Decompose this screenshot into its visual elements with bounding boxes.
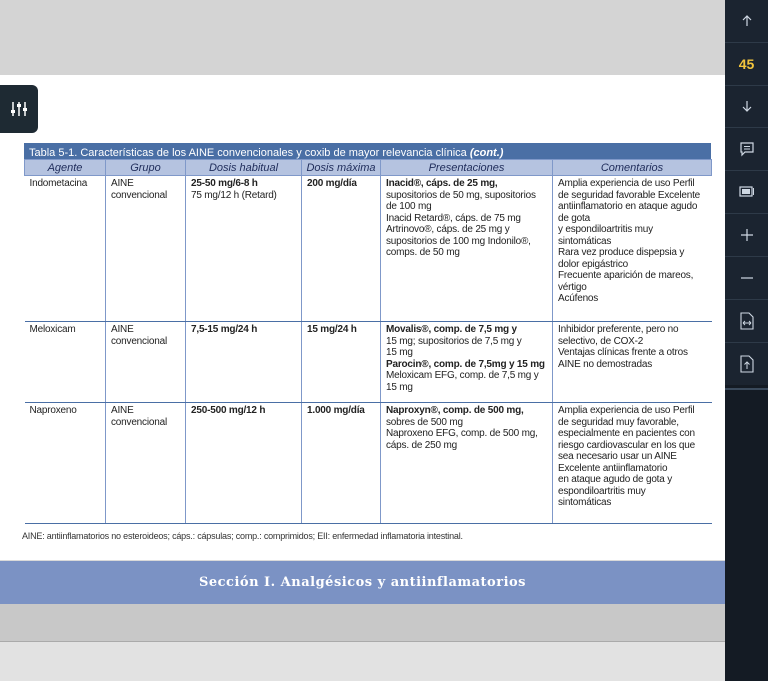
presentacion-line: 15 mg <box>386 381 413 393</box>
presentacion-line: Naproxyn®, comp. de 500 mg, <box>386 405 524 416</box>
comentario-line: Excelente antiinflamatorio <box>558 462 668 474</box>
dosis-line: 7,5-15 mg/24 h <box>191 324 258 335</box>
table-container <box>24 143 711 524</box>
presentacion-line: Movalis®, comp. de 7,5 mg y <box>386 324 517 335</box>
table-row <box>25 322 712 403</box>
right-toolbar <box>725 0 768 681</box>
comment-button[interactable] <box>725 128 768 171</box>
zoom-out-button[interactable] <box>725 257 768 300</box>
presentacion-line: de 100 mg <box>386 201 432 212</box>
cell-comentarios <box>553 403 712 524</box>
presentacion-line: supositorios de 50 mg, supositorios <box>386 189 536 201</box>
cell-grupo <box>106 403 186 524</box>
page-gap <box>0 604 725 642</box>
comentario-line: Acúfenos <box>558 293 599 304</box>
comentario-line: de gota <box>558 212 590 224</box>
grupo-line: AINE <box>111 405 134 416</box>
zoom-in-button[interactable] <box>725 214 768 257</box>
view-mode-button[interactable] <box>725 171 768 214</box>
cell-agente: Naproxeno <box>25 403 106 524</box>
comentario-line: Inhibidor preferente, pero no <box>558 324 679 335</box>
grupo-line: convencional <box>111 416 167 428</box>
comentario-line: sea necesario usar un AINE <box>558 451 677 462</box>
export-icon <box>740 355 754 373</box>
page-number-indicator[interactable]: 45 <box>725 43 768 86</box>
presentacion-line: comps. de 50 mg <box>386 247 460 258</box>
comentario-line: Rara vez produce dispepsia y <box>558 247 685 258</box>
cell-agente: Indometacina <box>25 176 106 322</box>
presentacion-line: Meloxicam EFG, comp. de 7,5 mg y <box>386 370 539 381</box>
header-comentarios: Comentarios <box>553 160 712 176</box>
comentario-line: Frecuente aparición de mareos, <box>558 270 694 281</box>
scroll-indicator[interactable] <box>725 388 768 390</box>
comentario-line: sintomáticas <box>558 235 612 247</box>
cell-comentarios <box>553 176 712 322</box>
cell-grupo <box>106 176 186 322</box>
next-page-area <box>0 642 725 681</box>
comentario-line: riesgo cardiovascular en los que <box>558 439 696 451</box>
arrow-down-icon <box>740 99 754 113</box>
comentario-line: y espondiloartritis muy <box>558 224 653 235</box>
comentario-line: antiinflamatorio en ataque agudo <box>558 201 698 212</box>
zoom-out-icon <box>740 271 754 285</box>
comentario-line: en ataque agudo de gota y <box>558 474 672 485</box>
table-header-row <box>25 160 712 176</box>
cell-presentaciones <box>381 176 553 322</box>
cell-presentaciones <box>381 322 553 403</box>
export-button[interactable] <box>725 343 768 386</box>
page-down-button[interactable] <box>725 85 768 128</box>
comentario-line: especialmente en pacientes con <box>558 428 695 439</box>
cell-agente: Meloxicam <box>25 322 106 403</box>
comentario-line: vértigo <box>558 281 587 293</box>
cell-dosis-habitual <box>186 403 302 524</box>
cell-dosis-maxima: 15 mg/24 h <box>302 322 381 403</box>
dosis-line: 25-50 mg/6-8 h <box>191 178 258 189</box>
table-title-text: Tabla 5-1. Características de los AINE convencionales y coxib de mayor relevancia clínica <box>29 147 470 159</box>
comentario-line: de seguridad favorable Excelente <box>558 189 701 201</box>
header-dosis-habitual: Dosis habitual <box>186 160 302 176</box>
presentacion-line: 15 mg <box>386 347 413 358</box>
cell-dosis-maxima: 200 mg/día <box>302 176 381 322</box>
grupo-line: convencional <box>111 335 167 347</box>
comentario-line: espondiloartritis muy <box>558 485 646 497</box>
comentario-line: AINE no demostradas <box>558 358 653 370</box>
presentacion-line: Artrinovo®, cáps. de 25 mg y <box>386 224 510 235</box>
table-title-cont: (cont.) <box>469 147 504 159</box>
cell-dosis-maxima: 1.000 mg/día <box>302 403 381 524</box>
dosis-line: 75 mg/12 h (Retard) <box>191 189 277 201</box>
table-title <box>24 143 711 159</box>
top-gray-area <box>0 0 725 75</box>
header-dosis-maxima: Dosis máxima <box>302 160 381 176</box>
sliders-icon <box>10 100 28 118</box>
zoom-in-icon <box>740 228 754 242</box>
view-icon <box>739 185 755 199</box>
arrow-up-icon <box>740 14 754 28</box>
grupo-line: convencional <box>111 189 167 201</box>
comentario-line: selectivo, de COX-2 <box>558 335 644 347</box>
presentacion-line: sobres de 500 mg <box>386 416 463 428</box>
table-row <box>25 403 712 524</box>
header-presentaciones: Presentaciones <box>381 160 553 176</box>
drug-table <box>24 159 712 524</box>
presentacion-line: cáps. de 250 mg <box>386 439 457 451</box>
grupo-line: AINE <box>111 178 134 189</box>
comentario-line: Amplia experiencia de uso Perfil <box>558 178 695 189</box>
cell-dosis-habitual <box>186 322 302 403</box>
presentacion-line: Inacid Retard®, cáps. de 75 mg <box>386 212 521 224</box>
presentacion-line: Parocin®, comp. de 7,5mg y 15 mg <box>386 358 545 370</box>
cell-dosis-habitual <box>186 176 302 322</box>
dosis-line: 250-500 mg/12 h <box>191 405 266 416</box>
table-footnote: AINE: antiinflamatorios no esteroideos; cáps.: cápsulas; comp.: comprimidos; EII: enfermedad inflamatoria intestinal. <box>22 531 463 541</box>
presentacion-line: Naproxeno EFG, comp. de 500 mg, <box>386 428 538 439</box>
header-agente: Agente <box>25 160 106 176</box>
comentario-line: Ventajas clínicas frente a otros <box>558 347 688 358</box>
header-grupo: Grupo <box>106 160 186 176</box>
settings-sliders-button[interactable] <box>0 85 38 133</box>
toolbar-empty-area <box>725 385 768 681</box>
comment-icon <box>739 141 755 157</box>
section-footer: Sección I. Analgésicos y antiinflamatorios <box>0 561 725 604</box>
comentario-line: de seguridad muy favorable, <box>558 416 679 428</box>
cell-grupo <box>106 322 186 403</box>
presentacion-line: supositorios de 100 mg Indonilo®, <box>386 235 531 247</box>
fit-width-icon <box>740 312 754 330</box>
table-row <box>25 176 712 322</box>
fit-width-button[interactable] <box>725 300 768 343</box>
cell-presentaciones <box>381 403 553 524</box>
comentario-line: sintomáticas <box>558 497 612 508</box>
presentacion-line: 15 mg; supositorios de 7,5 mg y <box>386 335 522 347</box>
comentario-line: dolor epigástrico <box>558 258 628 270</box>
cell-comentarios <box>553 322 712 403</box>
grupo-line: AINE <box>111 324 134 335</box>
presentacion-line: Inacid®, cáps. de 25 mg, <box>386 178 498 189</box>
comentario-line: Amplia experiencia de uso Perfil <box>558 405 695 416</box>
page-up-button[interactable] <box>725 0 768 43</box>
